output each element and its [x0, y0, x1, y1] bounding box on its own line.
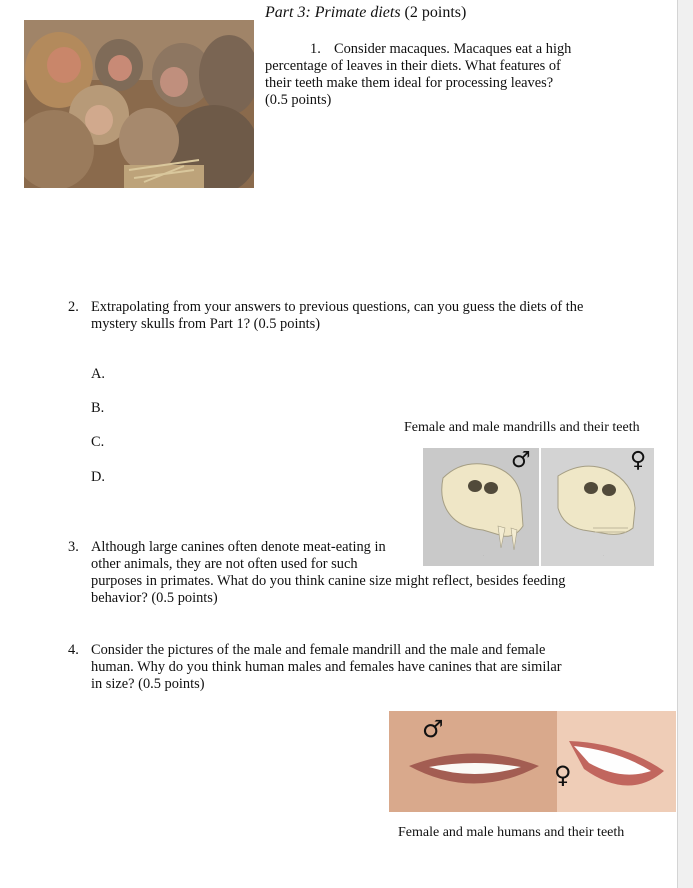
question-1-line4: (0.5 points)	[265, 92, 332, 108]
question-2-line2: mystery skulls from Part 1? (0.5 points)	[91, 316, 321, 332]
macaques-photo	[24, 20, 254, 188]
question-4-line3: in size? (0.5 points)	[91, 676, 205, 692]
question-1-line3: their teeth make them ideal for processing leaves?	[265, 75, 554, 91]
part-title-points: (2 points)	[400, 4, 467, 21]
question-1-number: 1.	[310, 41, 321, 57]
question-1	[265, 41, 595, 109]
question-3-line4: behavior? (0.5 points)	[91, 590, 218, 606]
svg-text:.: .	[603, 553, 604, 557]
question-3-line1: Although large canines often denote meat-eating in	[91, 539, 386, 555]
female-symbol-icon: ♀	[630, 448, 647, 473]
answer-option-d: D.	[91, 469, 105, 485]
macaques-illustration	[24, 20, 254, 188]
human-caption: Female and male humans and their teeth	[398, 825, 625, 840]
question-1-line1: Consider macaques. Macaques eat a high	[334, 41, 572, 57]
answer-option-b: B.	[91, 400, 105, 416]
question-2-line1: Extrapolating from your answers to previous questions, can you guess the diets of the	[91, 299, 584, 315]
question-4-line2: human. Why do you think human males and females have canines that are similar	[91, 659, 562, 675]
question-3-line3: purposes in primates. What do you think canine size might reflect, besides feeding	[91, 573, 566, 589]
question-3-number: 3.	[68, 539, 79, 555]
question-2-number: 2.	[68, 299, 79, 315]
answer-option-c: C.	[91, 434, 105, 450]
question-4-number: 4.	[68, 642, 79, 658]
question-4	[68, 642, 598, 693]
mandrill-caption: Female and male mandrills and their teeth	[404, 420, 640, 435]
answer-option-a: A.	[91, 366, 105, 382]
human-teeth-photo	[389, 711, 676, 812]
male-symbol-icon: ♂	[511, 448, 531, 473]
vertical-scrollbar[interactable]	[677, 0, 693, 888]
question-3-line2: other animals, they are not often used for such	[91, 556, 358, 572]
question-1-line2: percentage of leaves in their diets. What features of	[265, 58, 561, 74]
question-3	[68, 539, 608, 607]
question-4-line1: Consider the pictures of the male and female mandrill and the male and female	[91, 642, 546, 658]
svg-text:.: .	[483, 553, 484, 557]
part-title	[265, 4, 466, 22]
female-symbol-icon: ♀	[554, 761, 572, 789]
part-title-italic: Part 3: Primate diets	[265, 4, 401, 21]
male-symbol-icon: ♂	[422, 715, 444, 743]
question-2	[68, 299, 588, 333]
